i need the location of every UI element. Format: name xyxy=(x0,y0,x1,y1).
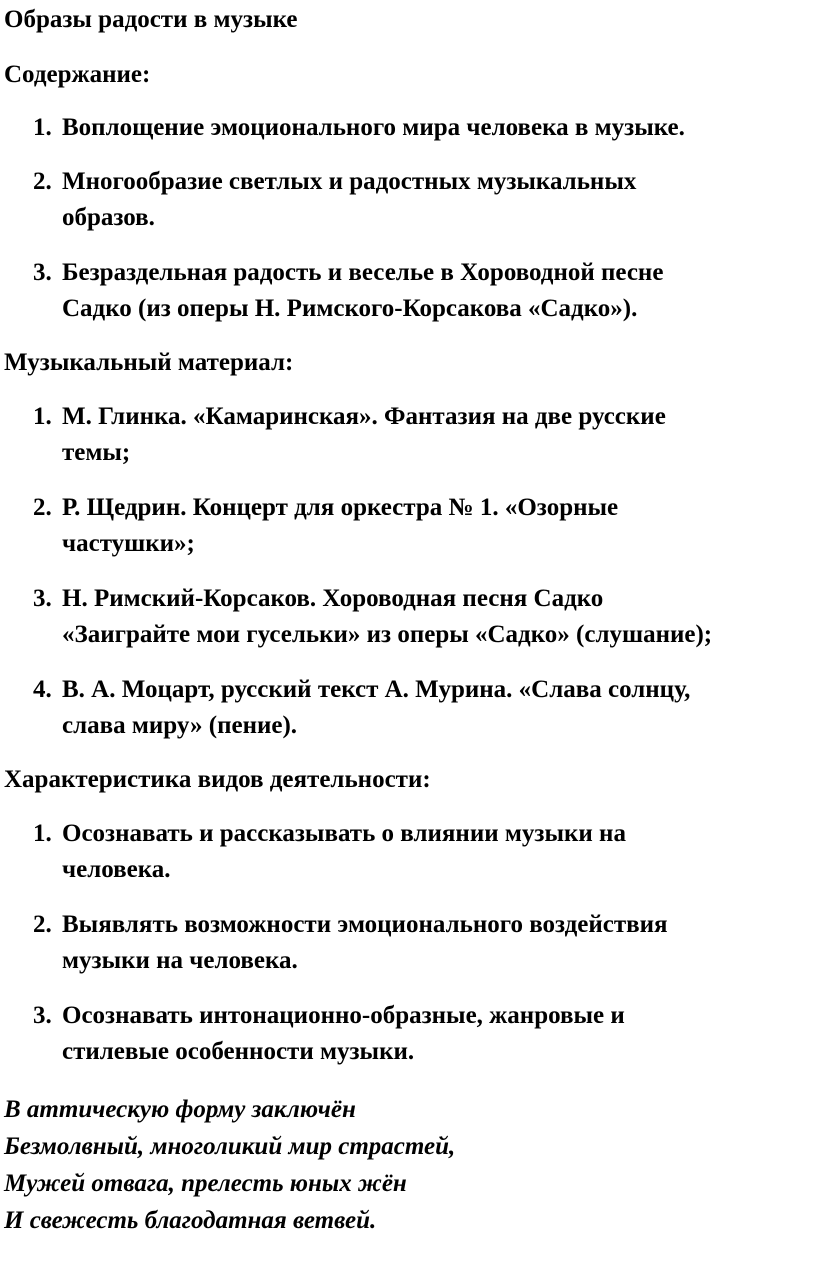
list-item-text: Н. Римский-Корсаков. Хороводная песня Садко xyxy=(62,585,604,612)
poem-line: В аттическую форму заключён xyxy=(4,1096,356,1123)
material-heading: Музыкальный материал: xyxy=(4,349,294,376)
list-number: 2. xyxy=(33,494,52,521)
list-item-text: Выявлять возможности эмоционального воздействия xyxy=(62,911,668,938)
list-number: 4. xyxy=(33,676,52,703)
list-number: 3. xyxy=(33,585,52,612)
poem-line: Мужей отвага, прелесть юных жён xyxy=(4,1170,407,1197)
list-item-text: М. Глинка. «Камаринская». Фантазия на две русские xyxy=(62,403,666,430)
activities-heading: Характеристика видов деятельности: xyxy=(4,766,431,793)
list-item-text: «Заиграйте мои гусельки» из оперы «Садко» (слушание); xyxy=(62,621,713,648)
list-item-text: Воплощение эмоционального мира человека в музыке. xyxy=(62,114,685,141)
list-item-text: музыки на человека. xyxy=(62,947,298,974)
document-title: Образы радости в музыке xyxy=(4,6,298,33)
list-number: 3. xyxy=(33,259,52,286)
list-number: 2. xyxy=(33,168,52,195)
list-item-text: Осознавать интонационно-образные, жанровые и xyxy=(62,1002,625,1029)
list-number: 1. xyxy=(33,114,52,141)
list-item-text: Многообразие светлых и радостных музыкальных xyxy=(62,168,637,195)
list-item-text: частушки»; xyxy=(62,530,195,557)
list-number: 1. xyxy=(33,820,52,847)
list-item-text: темы; xyxy=(62,439,131,466)
list-number: 1. xyxy=(33,403,52,430)
list-item-text: человека. xyxy=(62,856,171,883)
poem-line: Безмолвный, многоликий мир страстей, xyxy=(4,1133,456,1160)
list-item-text: В. А. Моцарт, русский текст А. Мурина. «Слава солнцу, xyxy=(62,676,691,703)
list-number: 2. xyxy=(33,911,52,938)
poem-line: И свежесть благодатная ветвей. xyxy=(4,1207,377,1234)
list-number: 3. xyxy=(33,1002,52,1029)
list-item-text: Осознавать и рассказывать о влиянии музыки на xyxy=(62,820,626,847)
list-item-text: Садко (из оперы Н. Римского-Корсакова «Садко»). xyxy=(62,295,638,322)
list-item-text: слава миру» (пение). xyxy=(62,712,298,739)
list-item-text: Р. Щедрин. Концерт для оркестра № 1. «Озорные xyxy=(62,494,619,521)
contents-heading: Содержание: xyxy=(4,61,151,88)
list-item-text: стилевые особенности музыки. xyxy=(62,1038,415,1065)
list-item-text: Безраздельная радость и веселье в Хороводной песне xyxy=(62,259,664,286)
list-item-text: образов. xyxy=(62,204,155,231)
